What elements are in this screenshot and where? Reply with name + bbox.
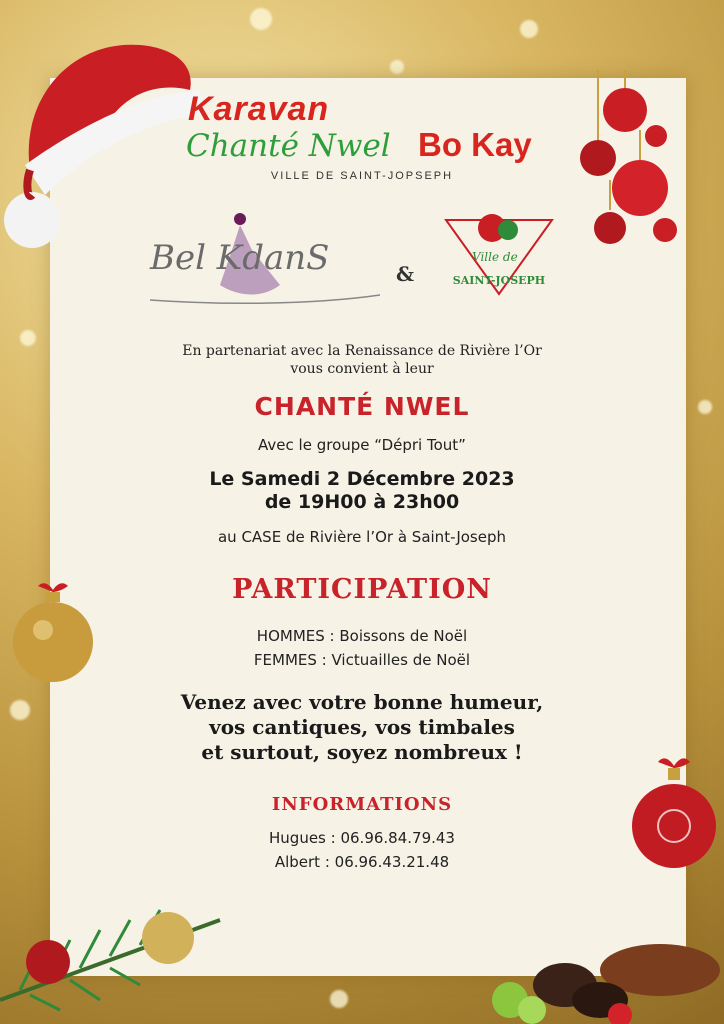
sparkle [520, 20, 538, 38]
ampersand: & [396, 262, 415, 286]
saint-joseph-logo-name: SAINT-JOSEPH [452, 274, 546, 287]
sparkle [390, 60, 404, 74]
intro-line: En partenariat avec la Renaissance de Rivière l’Or [182, 343, 542, 359]
event-groupe: Avec le groupe “Dépri Tout” [258, 436, 466, 454]
title-subtitle: VILLE DE SAINT-JOPSEPH [270, 170, 454, 182]
bel-kdans-logo-text: Bel KdanS [150, 238, 330, 278]
title-karavan: Karavan [188, 90, 330, 128]
event-heading: CHANTÉ NWEL [254, 392, 470, 421]
contact-item: Hugues : 06.96.84.79.43 [269, 829, 455, 847]
sparkle [250, 8, 272, 30]
message-line: Venez avec votre bonne humeur, [180, 690, 544, 714]
title-bo-kay: Bo Kay [418, 126, 532, 163]
event-date [0, 468, 724, 514]
pine-branch-icon [0, 850, 230, 1024]
informations-heading: INFORMATIONS [271, 794, 453, 815]
event-date-line: Le Samedi 2 Décembre 2023 [209, 468, 515, 490]
saint-joseph-logo-ville: Ville de [472, 250, 518, 264]
message-block [0, 690, 724, 765]
intro-line: vous convient à leur [290, 361, 434, 377]
food-decoration-icon [470, 930, 724, 1024]
sparkle [330, 990, 348, 1008]
participation-heading: PARTICIPATION [232, 574, 492, 605]
intro-text [0, 342, 724, 378]
contacts-list [0, 826, 724, 874]
message-line: et surtout, soyez nombreux ! [201, 740, 523, 764]
message-line: vos cantiques, vos timbales [209, 715, 515, 739]
event-time-line: de 19H00 à 23h00 [264, 491, 460, 513]
participation-item: FEMMES : Victuailles de Noël [253, 651, 471, 669]
title-chante-nwel: Chanté Nwel [186, 128, 391, 164]
event-lieu: au CASE de Rivière l’Or à Saint-Joseph [217, 528, 506, 546]
participation-item: HOMMES : Boissons de Noël [256, 627, 468, 645]
contact-item: Albert : 06.96.43.21.48 [274, 853, 450, 871]
participation-list [0, 624, 724, 672]
